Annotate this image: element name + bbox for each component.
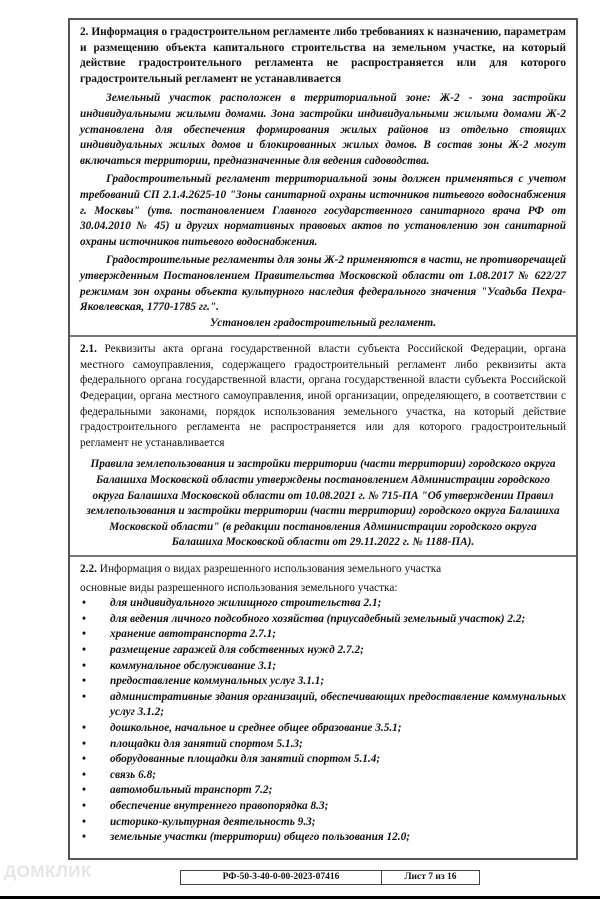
paragraph: Градостроительные регламенты для зоны Ж-2 применяются в части, не противоречащей утвержденным Постановлением Правительства Московской области от 1.08.2017 № 622/27 режимам зон охраны объекта культурного наследия федерального значения "Усадьба Пехра-Яковлевская, 1770-1785 гг.". [80,254,566,314]
watermark-logo: ДОМКЛИК [4,861,92,881]
list-item: • оборудованные площадки для занятий спортом 5.1.4; [80,752,566,768]
section-2-1 [70,337,576,557]
list-item: • площадки для занятий спортом 5.1.3; [80,737,566,753]
list-item: • историко-культурная деятельность 9.3; [80,815,566,831]
section-2-2 [70,557,576,858]
list-item: • коммунальное обслуживание 3.1; [80,659,566,675]
section-2-2-subheading: основные виды разрешенного использования земельного участка: [80,581,398,594]
list-item: • земельные участки (территории) общего пользования 12.0; [80,830,566,846]
footer-row [0,861,600,890]
list-item: • размещение гаражей для собственных нужд 2.7.2; [80,643,566,659]
sheet-number: Лист 7 из 16 [404,872,457,883]
list-item: • хранение автотранспорта 2.7.1; [80,627,566,643]
document-number: РФ-50-3-40-0-00-2023-07416 [181,871,382,884]
section-number: 2.1. [80,343,97,356]
list-item: • автомобильный транспорт 7.2; [80,783,566,799]
list-item: • для ведения личного подсобного хозяйства (приусадебный земельный участок) 2.2; [80,612,566,628]
list-item: • связь 6.8; [80,768,566,784]
paragraph: Градостроительный регламент территориальной зоны должен применяться с учетом требований СП 2.1.4.2625-10 "Зоны санитарной охраны источников питьевого водоснабжения г. Москвы" (утв. постановлением Главного государственного санитарного врача РФ от 30.04.2010 № 45) и других нормативных правовых актов по установлению зон санитарной охраны источников питьевого водоснабжения. [80,173,566,248]
permitted-use-list [80,596,566,846]
section-2-conclusion: Установлен градостроительный регламент. [209,316,437,329]
section-number: 2.2. [80,563,97,575]
list-item: • дошкольное, начальное и среднее общее образование 3.5.1; [80,721,566,737]
page-footer [180,870,480,885]
document-frame [68,18,578,860]
list-item: • обеспечение внутреннего правопорядка 8.3; [80,799,566,815]
list-item: • административные здания организаций, обеспечивающих предоставление коммунальных услуг 3.1.2; [80,690,566,721]
list-item: • для индивидуального жилищного строительства 2.1; [80,596,566,612]
section-2-heading: 2. Информация о градостроительном регламенте либо требованиях к назначению, параметрам и размещению объекта капитального строительства на земельном участке, на который действие градостроительного регламента не распространяется или для которого градостроительный регламент не устанавливается [80,26,566,85]
list-item: • предоставление коммунальных услуг 3.1.1; [80,674,566,690]
section-2-1-text: Реквизиты акта органа государственной власти субъекта Российской Федерации, органа местного самоуправления, содержащего градостроительный регламент либо реквизиты акта федерального органа государственной власти, органа государственной власти субъекта Российской Федерации, органа местного самоуправления, иной организации, определяющего, в соответствии с федеральными законами, порядок использования земельного участка, на который действие градостроительного регламента не распространяется или для которого градостроительный регламент не устанавливается [80,343,567,449]
section-2-2-text: Информация о видах разрешенного использования земельного участка [99,563,442,575]
section-2 [70,20,576,337]
section-2-1-value: Правила землепользования и застройки территории (части территории) городского округа Балашиха Московской области утверждены постановлением Администрации городского округа Балашиха Московской области от 10.08.2021 г. № 715-ПА "Об утверждении Правил землепользования и застройки территории (части территории) городского округа Балашиха Московской области" (в редакции постановления Администрации городского округа Балашиха Московской области от 29.11.2022 г. № 1188-ПА). [86,458,560,549]
paragraph: Земельный участок расположен в территориальной зоне: Ж-2 - зона застройки индивидуальными жилыми домами. Зона застройки индивидуальными жилыми домами Ж-2 установлена для обеспечения формирования жилых районов из отдельно стоящих индивидуальных жилых домов и блокированных жилых домов. В состав зоны Ж-2 могут включаться территории, предназначенные для ведения садоводства. [80,92,566,167]
bottom-border [0,896,600,899]
